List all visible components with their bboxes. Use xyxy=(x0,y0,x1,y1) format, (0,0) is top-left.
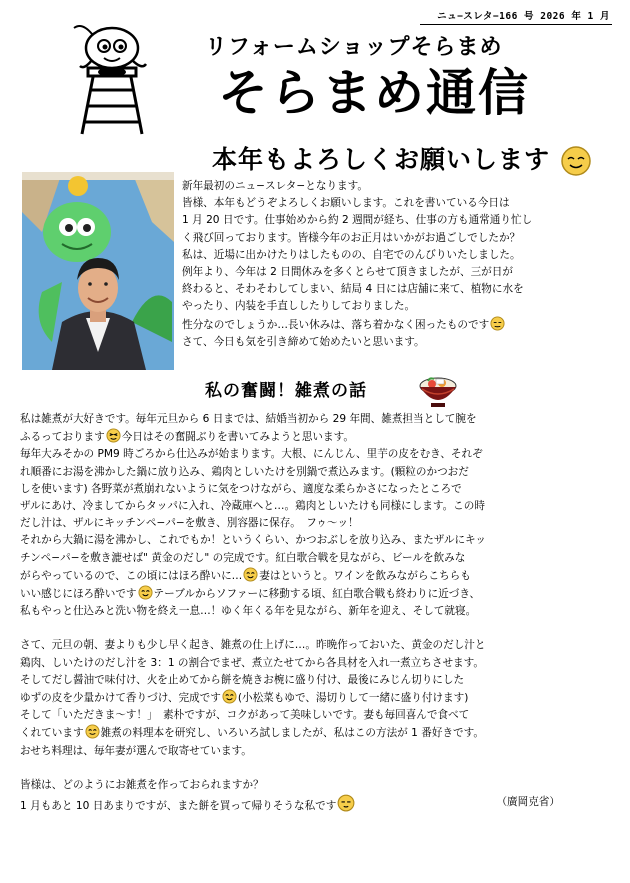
section-title: 私の奮闘！雑煮の話 xyxy=(205,381,367,401)
body-line xyxy=(20,567,620,585)
intro-line: 1 月 20 日です。仕事始めから約 2 週間が経ち、仕事の方も通常通り忙し xyxy=(182,214,533,227)
smile-emoji-icon xyxy=(560,145,592,177)
body-line: さて、元旦の朝、妻よりも少し早く起き、雑煮の仕上げに…。昨晩作っておいた、黄金のだし汁と xyxy=(20,639,486,652)
body-text: いい感じにほろ酔いです xyxy=(20,588,137,601)
body-line: そして「いただきま〜す！」 素朴ですが、コクがあって美味しいです。妻も毎回喜んで食べて xyxy=(20,709,470,722)
paragraph-gap xyxy=(20,620,620,637)
tipsy-emoji-icon xyxy=(243,567,258,582)
shop-name: リフォームショップそらまめ xyxy=(205,35,503,60)
body-text: 雑煮の料理本を研究し、いろいろ試しましたが、私はこの方法が 1 番好きです。 xyxy=(100,727,484,740)
body-text: テーブルからソファーに移動する頃、紅白歌合戦も終わりに近づき、 xyxy=(153,588,481,601)
body-text: ふるっております xyxy=(20,431,105,444)
ozoni-bowl-icon xyxy=(418,369,458,411)
body-line: 皆様は、どのようにお雑煮を作っておられますか？ xyxy=(20,778,264,791)
body-line: しを使います) 各野菜が煮崩れないように気をつけながら、適度な柔らかさになったところで xyxy=(20,482,462,495)
closing-line xyxy=(20,794,560,815)
article-body xyxy=(20,411,620,815)
body-line: 私は雑煮が大好きです。毎年元旦から 6 日までは、結婚当初から 29 年間、雑煮担当として腕を xyxy=(20,413,477,425)
intro-line: 例年より、今年は 2 日間休みを多くとらせて頂きましたが、三が日が xyxy=(182,266,513,279)
body-text: ゆずの皮を少量かけて香りづけ、完成です xyxy=(20,692,221,705)
body-line xyxy=(20,689,620,707)
body-line: おせち料理は、毎年妻が選んで取寄せています。 xyxy=(20,744,252,757)
intro-line: さて、今日も気を引き締めて始めたいと思います。 xyxy=(182,335,425,348)
greeting-heading xyxy=(212,140,592,177)
body-line: 鶏肉、しいたけのだし汁を 3：1 の割合でまぜ、煮立たせてから各具材を入れ一煮立ちさせます。 xyxy=(20,656,484,669)
intro-line: く飛び回っております。皆様今年のお正月はいかがお過ごしでしたか？ xyxy=(182,231,521,244)
body-text: 今日はその奮闘ぶりを書いてみようと思います。 xyxy=(121,431,354,444)
intro-line: 私は、近場に出かけたりはしたものの、自宅でのんびりいたしました。 xyxy=(182,248,521,261)
intro-text xyxy=(182,178,614,351)
tipsy-emoji-icon xyxy=(138,585,153,600)
intro-line-text: 性分なのでしょうか…長い休みは、落ち着かなく困ったものです xyxy=(182,318,490,331)
body-text: 1 月もあと 10 日あまりですが、また餅を買って帰りそうな私です xyxy=(20,800,337,813)
intro-line: 皆様、本年もどうぞよろしくお願いします。これを書いている今日は xyxy=(182,197,510,210)
body-line xyxy=(20,724,620,742)
issue-underline xyxy=(420,24,612,25)
intro-line xyxy=(182,316,614,334)
author-signature: （廣岡克省） xyxy=(496,796,560,809)
body-line: それから大鍋に湯を沸かし、これでもか！というくらい、かつおぶしを放り込み、またザルにキッ xyxy=(20,534,487,547)
intro-line: 終わると、そわそわしてしまい、結局 4 日には店舗に来て、植物に水を xyxy=(182,283,524,296)
body-line: 毎年大みそかの PM9 時ごろから仕込みが始まります。大根、にんじん、里芋の皮をむき、それぞ xyxy=(20,448,483,461)
body-text: 妻はというと。ワインを飲みながらこちらも xyxy=(259,569,471,582)
body-line: 私もやっと仕込みと洗い物を終え一息…！ゆく年くる年を見ながら、新年を迎え、そして就寝。 xyxy=(20,605,477,618)
paragraph-gap xyxy=(20,760,620,777)
body-line: チンペ−パ−を敷き漉せば" 黄金のだし" の完成です。紅白歌合戦を見ながら、ビールを飲みな xyxy=(20,551,466,564)
intro-line: やったり、内装を手直ししたりしておりました。 xyxy=(182,300,416,313)
author-photo xyxy=(22,172,174,370)
sweat-emoji-icon xyxy=(490,316,505,331)
body-line xyxy=(20,428,620,446)
wink-emoji-icon xyxy=(106,428,121,443)
intro-line: 新年最初のニュ−スレタ−となります。 xyxy=(182,180,368,192)
body-line: ザルにあけ、冷ましてからタッパに入れ、冷蔵庫へと…。鶏肉としいたけも同様にします。この時 xyxy=(20,500,485,513)
body-line: だし汁は、ザルにキッチンペ−パ−を敷き、別容器に保存。 フゥ〜ッ！ xyxy=(20,517,359,530)
body-line xyxy=(20,794,356,815)
newsletter-title: そらまめ通信 xyxy=(218,63,530,122)
greeting-text: 本年もよろしくお願いします xyxy=(212,145,551,174)
body-text: がらやっているので、この頃にはほろ酔いに… xyxy=(20,569,243,582)
body-text: (小松菜もゆで、湯切りして一緒に盛り付けます) xyxy=(237,692,469,705)
body-text: くれています xyxy=(20,727,84,740)
body-line: そしてだし醤油で味付け、火を止めてから餅を焼きお椀に盛り付け、最後にみじん切りにした xyxy=(20,673,465,686)
body-line: れ順番にお湯を沸かした鍋に放り込み、鶏肉としいたけを別鍋で煮込みます。(顆粒のかつおだ xyxy=(20,465,469,478)
sheepish-emoji-icon xyxy=(337,794,355,812)
smile-emoji-icon xyxy=(85,724,100,739)
happy-emoji-icon xyxy=(222,689,237,704)
mascot-illustration xyxy=(52,20,172,136)
body-line xyxy=(20,585,620,603)
issue-number: ニュ−スレタ−166 号 2026 年 1 月 xyxy=(437,11,610,22)
